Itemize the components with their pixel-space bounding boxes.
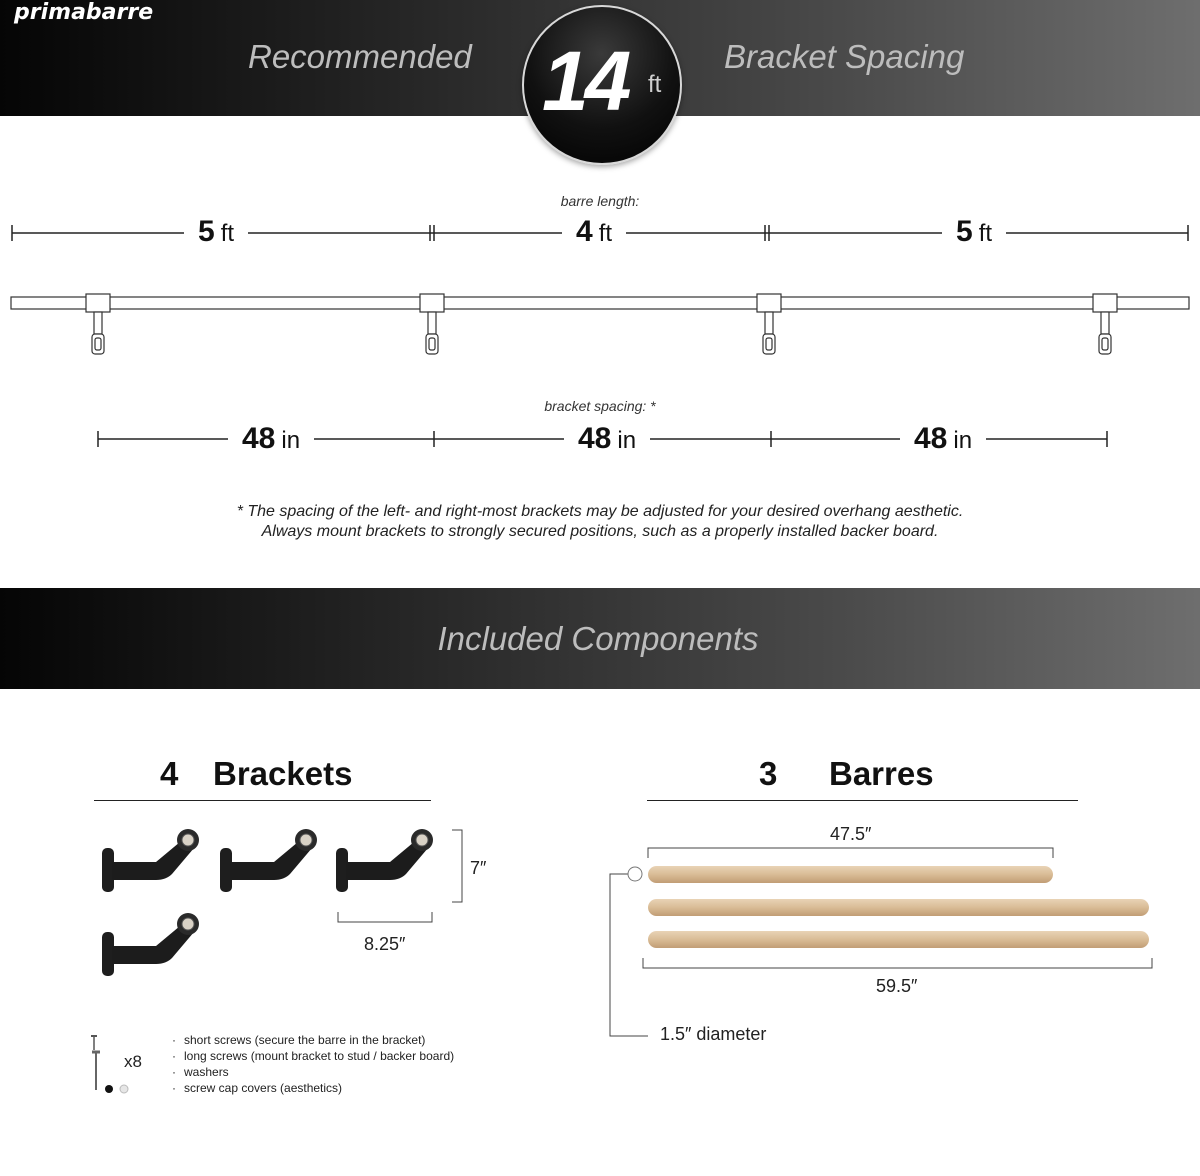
spacing-segment-3: 48 in bbox=[900, 422, 986, 458]
barres-title: Barres bbox=[829, 755, 934, 792]
barre-length-label: barre length: bbox=[560, 193, 640, 209]
bracket-spacing-label: bracket spacing: * bbox=[544, 398, 656, 414]
spacing-note-line-1: * The spacing of the left- and right-most brackets may be adjusted for your desired overhang aesthetic. bbox=[236, 503, 964, 520]
barre-long-1 bbox=[648, 899, 1149, 916]
hardware-item: · washers bbox=[172, 1064, 454, 1080]
hardware-item: · long screws (mount bracket to stud / backer board) bbox=[172, 1048, 454, 1064]
barre-segment-3: 5 ft bbox=[942, 215, 1006, 251]
barre-long-length: 59.5″ bbox=[876, 976, 918, 996]
brand-logo: primabarre bbox=[14, 0, 154, 25]
barres-illustration bbox=[600, 840, 1180, 1050]
hardware-item: · screw cap covers (aesthetics) bbox=[172, 1080, 454, 1096]
bracket-outline-2 bbox=[420, 294, 444, 354]
length-value: 14 bbox=[542, 34, 628, 128]
barre-long-2 bbox=[648, 931, 1149, 948]
length-unit: ft bbox=[648, 71, 662, 98]
hardware-item: · short screws (secure the barre in the bracket) bbox=[172, 1032, 454, 1048]
barres-rule bbox=[647, 800, 1078, 801]
bracket-outline-3 bbox=[757, 294, 781, 354]
hardware-quantity: x8 bbox=[124, 1052, 142, 1071]
barres-count: 3 bbox=[759, 755, 778, 792]
bracket-outline-4 bbox=[1093, 294, 1117, 354]
barre-diameter: 1.5″ diameter bbox=[660, 1024, 767, 1044]
bracket-image-4 bbox=[102, 913, 199, 976]
spacing-note-line-2: Always mount brackets to strongly secured positions, such as a properly installed backer board. bbox=[261, 523, 939, 540]
bracket-image-3 bbox=[336, 829, 433, 892]
bracket-height: 7″ bbox=[470, 858, 487, 878]
components-title: Included Components bbox=[437, 620, 759, 657]
hardware-list bbox=[172, 1032, 454, 1096]
brackets-rule bbox=[94, 800, 431, 801]
spacing-segment-2: 48 in bbox=[564, 422, 650, 458]
bracket-image-1 bbox=[102, 829, 199, 892]
barre-short bbox=[648, 866, 1053, 883]
bracket-image-2 bbox=[220, 829, 317, 892]
header-left-title: Recommended bbox=[248, 38, 472, 75]
brackets-count: 4 bbox=[160, 755, 179, 792]
length-badge bbox=[522, 5, 682, 165]
barre-short-length: 47.5″ bbox=[830, 824, 872, 844]
bracket-outline-1 bbox=[86, 294, 110, 354]
bracket-width: 8.25″ bbox=[364, 934, 406, 954]
barre-segment-1: 5 ft bbox=[184, 215, 248, 251]
brackets-title: Brackets bbox=[213, 755, 353, 792]
barre-rod bbox=[11, 297, 1189, 309]
barre-diameter-marker bbox=[628, 867, 642, 881]
barre-segment-2: 4 ft bbox=[562, 215, 626, 251]
brackets-illustration bbox=[90, 820, 470, 1000]
spacing-segment-1: 48 in bbox=[228, 422, 314, 458]
header-right-title: Bracket Spacing bbox=[724, 38, 965, 75]
